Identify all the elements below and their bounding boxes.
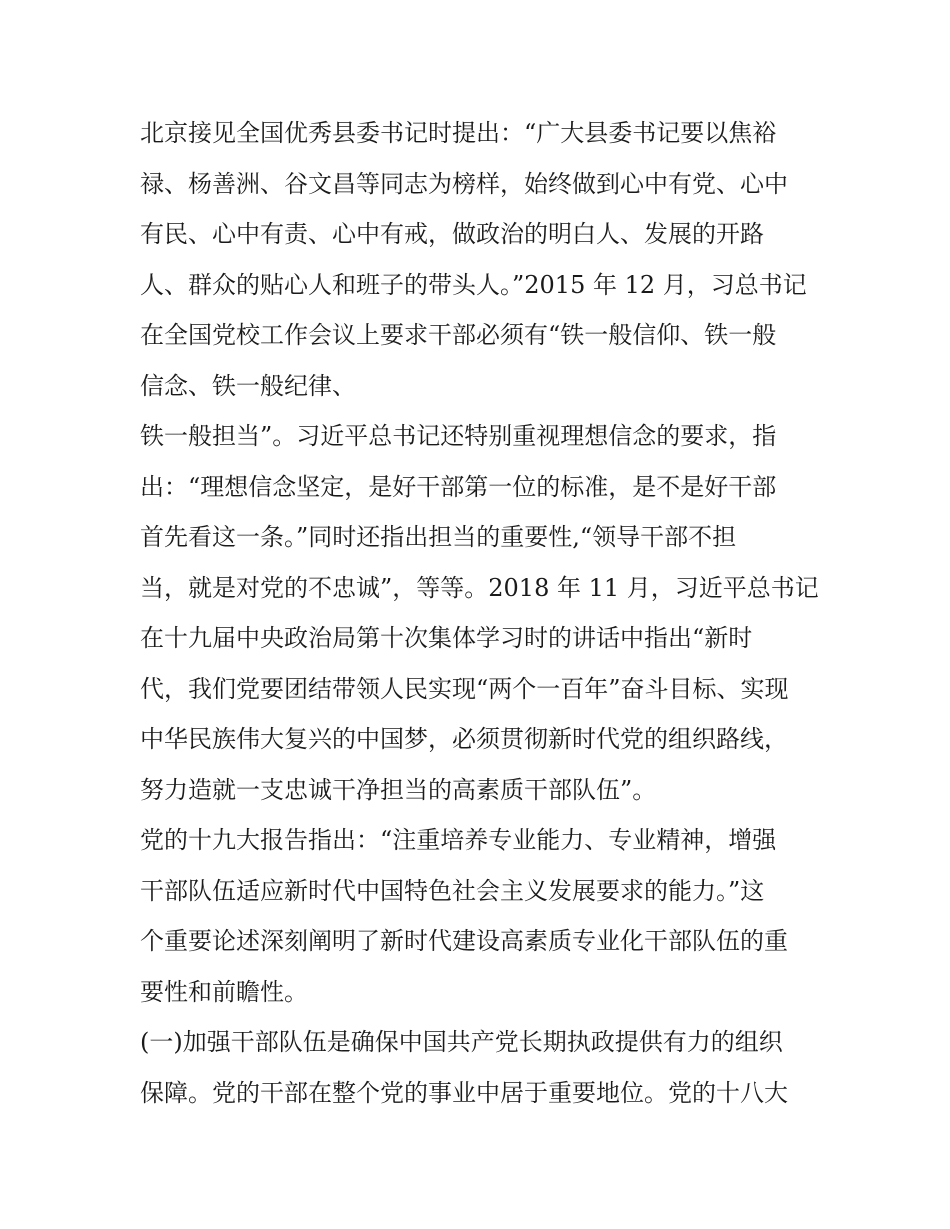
text-line: 人、群众的贴心人和班子的带头人。”2015 年 12 月，习总书记	[140, 270, 807, 299]
text-line: 首先看这一条。”同时还指出担当的重要性,“领导干部不担	[140, 523, 737, 551]
text-line: 代，我们党要团结带领人民实现“两个一百年”奋斗目标、实现	[140, 674, 789, 703]
text-line: 努力造就一支忠诚干净担当的高素质干部队伍”。	[140, 775, 657, 804]
text-line: 有民、心中有责、心中有戒，做政治的明白人、发展的开路	[140, 220, 764, 248]
text-line: 当，就是对党的不忠诚”，等等。2018 年 11 月，习近平总书记	[140, 573, 819, 602]
text-line: 出：“理想信念坚定，是好干部第一位的标准，是不是好干部	[140, 472, 777, 501]
text-line: (一)加强干部队伍是确保中国共产党长期执政提供有力的组织	[140, 1028, 783, 1056]
text-line: 在十九届中央政治局第十次集体学习时的讲话中指出“新时	[140, 624, 753, 652]
body-text	[140, 108, 820, 1118]
text-line: 中华民族伟大复兴的中国梦，必须贯彻新时代党的组织路线，	[140, 725, 788, 753]
text-line: 信念、铁一般纪律、	[140, 371, 356, 400]
text-line: 个重要论述深刻阐明了新时代建设高素质专业化干部队伍的重	[140, 927, 788, 955]
text-line: 铁一般担当”。习近平总书记还特别重视理想信念的要求，指	[140, 422, 777, 450]
text-line: 北京接见全国优秀县委书记时提出：“广大县委书记要以焦裕	[140, 119, 777, 147]
text-line: 干部队伍适应新时代中国特色社会主义发展要求的能力。”这	[140, 876, 765, 905]
text-line: 保障。党的干部在整个党的事业中居于重要地位。党的十八大	[140, 1078, 788, 1107]
text-line: 党的十九大报告指出：“注重培养专业能力、专业精神，增强	[140, 826, 777, 854]
text-line: 禄、杨善洲、谷文昌等同志为榜样，始终做到心中有党、心中	[140, 169, 788, 198]
text-line: 在全国党校工作会议上要求干部必须有“铁一般信仰、铁一般	[140, 321, 777, 349]
text-line: 要性和前瞻性。	[140, 977, 308, 1006]
